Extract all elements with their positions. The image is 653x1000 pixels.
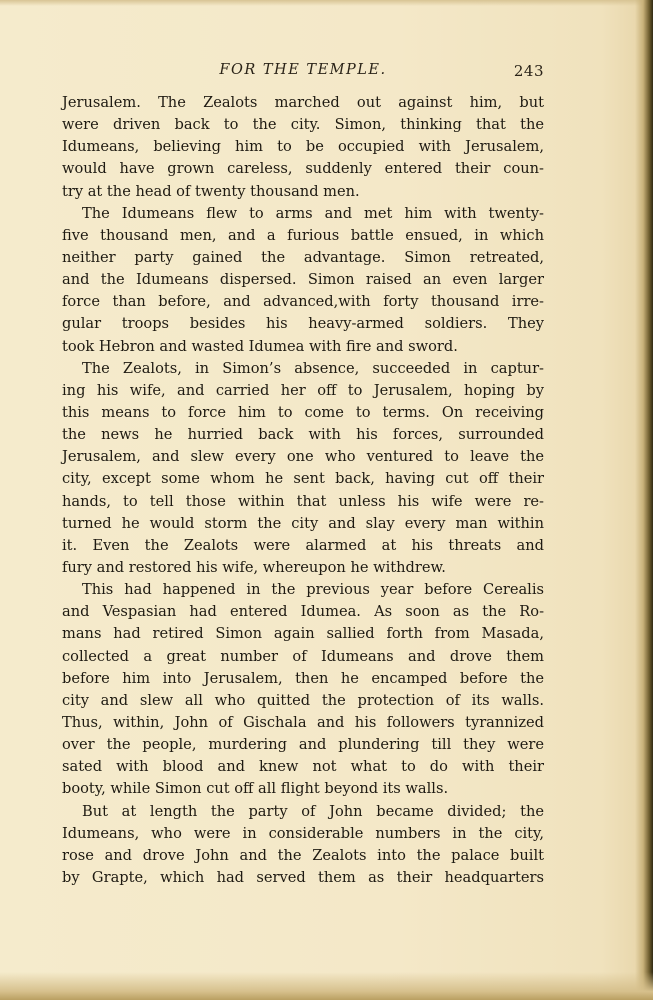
paragraph [62, 801, 544, 890]
text-line: turned he would storm the city and slay every man within [62, 514, 544, 532]
page-top-edge [0, 0, 653, 6]
text-line: took Hebron and wasted Idumea with fire and sword. [62, 337, 458, 355]
text-line: sated with blood and knew not what to do with their [62, 758, 544, 776]
text-line: Idumeans, who were in considerable numbers in the city, [62, 824, 544, 842]
text-line: the news he hurried back with his forces, surrounded [62, 426, 544, 444]
text-line: gular troops besides his heavy-armed soldiers. They [62, 315, 544, 333]
text-line: The Idumeans flew to arms and met him with twenty- [82, 204, 544, 222]
paragraph [62, 203, 544, 358]
text-line: rose and drove John and the Zealots into the palace built [62, 846, 544, 864]
text-line: neither party gained the advantage. Simon retreated, [62, 248, 544, 266]
text-line: Idumeans, believing him to be occupied with Jerusalem, [62, 138, 544, 156]
text-line: and Vespasian had entered Idumea. As soon as the Ro- [62, 603, 544, 621]
text-line: and the Idumeans dispersed. Simon raised an even larger [62, 271, 544, 289]
page-number: 243 [513, 62, 544, 80]
page-bottom-edge [0, 972, 653, 1000]
text-line: by Grapte, which had served them as their headquarters [62, 868, 544, 886]
text-line: city and slew all who quitted the protection of its walls. [62, 691, 544, 709]
text-line: before him into Jerusalem, then he encamped before the [62, 669, 544, 687]
paragraph [62, 358, 544, 579]
text-line: Thus, within, John of Gischala and his followers tyrannized [62, 713, 544, 731]
text-line: collected a great number of Idumeans and drove them [62, 647, 544, 665]
running-title: FOR THE TEMPLE. [219, 62, 387, 78]
text-line: hands, to tell those within that unless his wife were re- [62, 492, 544, 510]
text-line: city, except some whom he sent back, having cut off their [62, 470, 544, 488]
text-line: Jerusalem. The Zealots marched out against him, but [62, 94, 544, 111]
text-line: Jerusalem, and slew every one who ventured to leave the [62, 448, 544, 466]
text-line: mans had retired Simon again sallied forth from Masada, [62, 625, 544, 643]
text-line: booty, while Simon cut off all flight beyond its walls. [62, 780, 449, 798]
text-line: over the people, murdering and plundering till they were [62, 736, 544, 754]
text-line: try at the head of twenty thousand men. [62, 182, 360, 200]
text-line: But at length the party of John became divided; the [82, 802, 544, 820]
page-gutter-shadow [635, 0, 653, 1000]
text-line: this means to force him to come to terms. On receiving [62, 403, 544, 421]
text-line: five thousand men, and a furious battle ensued, in which [62, 226, 544, 244]
text-line: This had happened in the previous year before Cerealis [82, 581, 544, 599]
text-line: fury and restored his wife, whereupon he withdrew. [62, 558, 446, 576]
text-line: The Zealots, in Simon’s absence, succeeded in captur- [82, 359, 544, 377]
body-text [62, 92, 544, 889]
text-line: would have grown careless, suddenly entered their coun- [62, 160, 544, 178]
running-head [62, 62, 544, 86]
text-line: were driven back to the city. Simon, thinking that the [62, 116, 544, 134]
paragraph [62, 92, 544, 203]
text-line: ing his wife, and carried her off to Jerusalem, hoping by [62, 381, 544, 399]
text-line: it. Even the Zealots were alarmed at his threats and [62, 536, 544, 554]
paragraph [62, 579, 544, 800]
text-line: force than before, and advanced,with forty thousand irre- [62, 293, 544, 311]
